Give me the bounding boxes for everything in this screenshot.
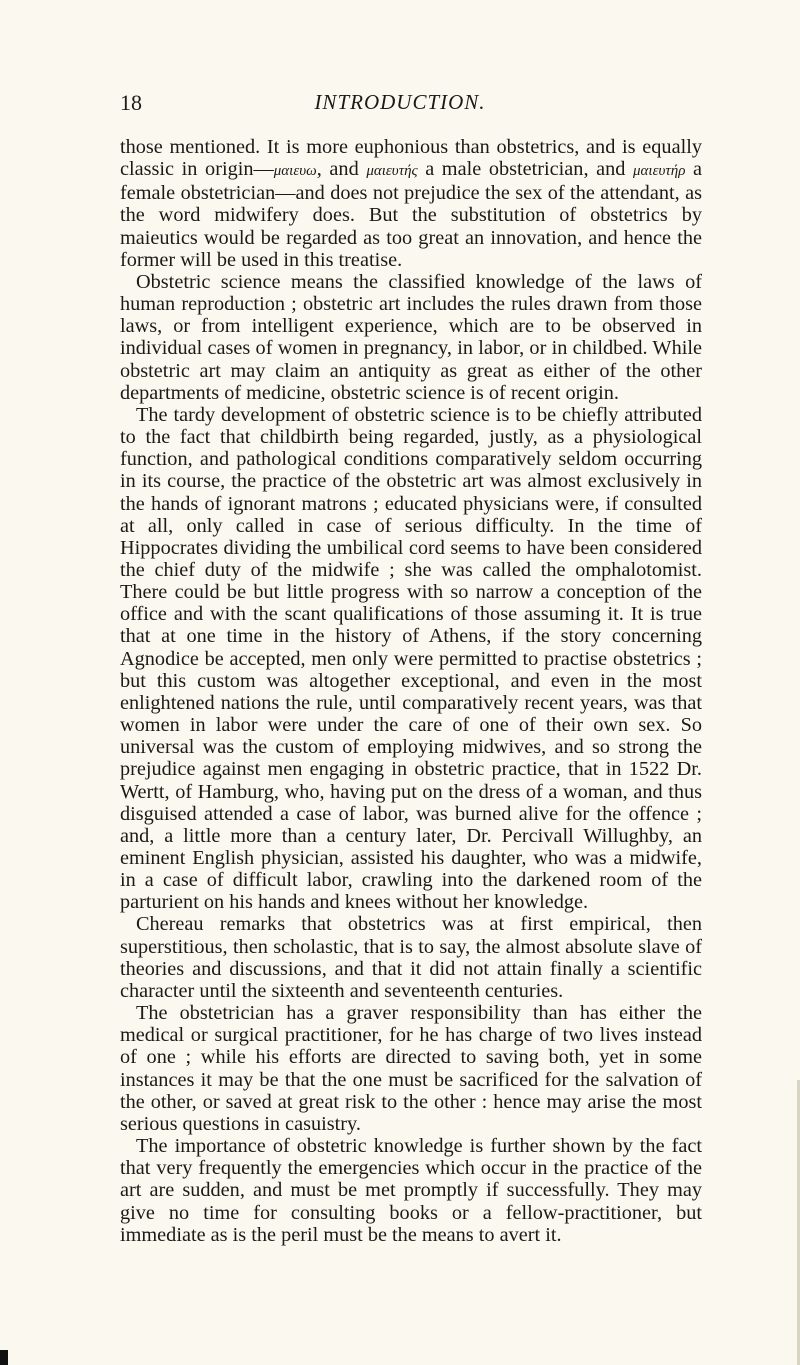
scan-margin-mark	[0, 1350, 8, 1365]
text-segment: , and	[316, 158, 367, 181]
chapter-title: INTRODUCTION.	[314, 90, 486, 114]
greek-word-maieutes: μαιευτής	[366, 163, 418, 180]
text-segment: The obstetrician has a graver responsibility than has either the medical or surgical practitioner, for he has charge of two lives instead of one ; while his efforts are directed to saving both, yet in some instances it may be that the one must be sacrificed for the salvation of the other, or saved at great risk to the other : hence may arise the most serious questions in casuistry.	[120, 1002, 702, 1135]
text-segment: a male obstetrician, and	[417, 158, 634, 181]
text-segment: The importance of obstetric knowledge is further shown by the fact that very frequently the emergencies which occur in the practice of the art are sudden, and must be met promptly if successfully. They may give no time for consulting books or a fellow-practitioner, but immediate as is the peril must be the means to avert it.	[120, 1135, 702, 1246]
text-segment: The tardy development of obstetric science is to be chiefly attributed to the fact that childbirth being regarded, justly, as a physiological function, and pathological conditions comparatively seldom occurring in its course, the practice of the obstetric art was almost exclusively in the hands of ignorant matrons ; educated physicians were, if consulted at all, only called in case of serious difficulty. In the time of Hippocrates dividing the umbilical cord seems to have been considered the chief duty of the midwife ; she was called the omphalotomist. There could be but little progress with so narrow a conception of the office and with the scant qualifications of those assuming it. It is true that at one time in the history of Athens, if the story concerning Agnodice be accepted, men only were permitted to practise obstetrics ; but this custom was altogether exceptional, and even in the most enlightened nations the rule, until comparatively recent years, was that women in labor were under the care of one of their own sex. So universal was the custom of employing midwives, and so strong the prejudice against men engaging in obstetric practice, that in 1522 Dr. Wertt, of Hamburg, who, having put on the dress of a woman, and thus disguised attended a case of labor, was burned alive for the offence ; and, a little more than a century later, Dr. Percivall Willughby, an eminent English physician, assisted his daughter, who was a midwife, in a case of difficult labor, crawling into the darkened room of the parturient on his hands and knees without her knowledge.	[120, 403, 702, 914]
running-head	[120, 90, 680, 120]
paragraph-4	[120, 913, 702, 1002]
text-segment: Chereau remarks that obstetrics was at first empirical, then superstitious, then scholastic, that is to say, the almost absolute slave of theories and discussions, and that it did not attain finally a scientific character until the sixteenth and seventeenth centuries.	[120, 913, 702, 1002]
greek-word-maieuo: μαιευω	[273, 163, 317, 180]
body-text	[120, 136, 702, 1246]
greek-word-maieuter: μαιευτήρ	[633, 163, 686, 180]
paragraph-1	[120, 136, 702, 271]
paragraph-2	[120, 271, 702, 404]
text-segment: those mentioned. It is more euphonious than obstetrics, and is equally classic in origin—	[120, 136, 702, 181]
paragraph-3	[120, 404, 702, 914]
paragraph-6	[120, 1135, 702, 1246]
text-segment: Obstetric science means the classified knowledge of the laws of human reproduction ; obstetric art includes the rules drawn from those laws, or from intelligent experience, which are to be observed in individual cases of women in pregnancy, in labor, or in childbed. While obstetric art may claim an antiquity as great as either of the other departments of medicine, obstetric science is of recent origin.	[120, 270, 702, 404]
paragraph-5	[120, 1002, 702, 1135]
page-number: 18	[120, 90, 142, 115]
text-segment: a female obstetrician—and does not prejudice the sex of the attendant, as the word midwifery does. But the substitution of obstetrics by maieutics would be regarded as too great an innovation, and hence the former will be used in this treatise.	[120, 158, 703, 271]
